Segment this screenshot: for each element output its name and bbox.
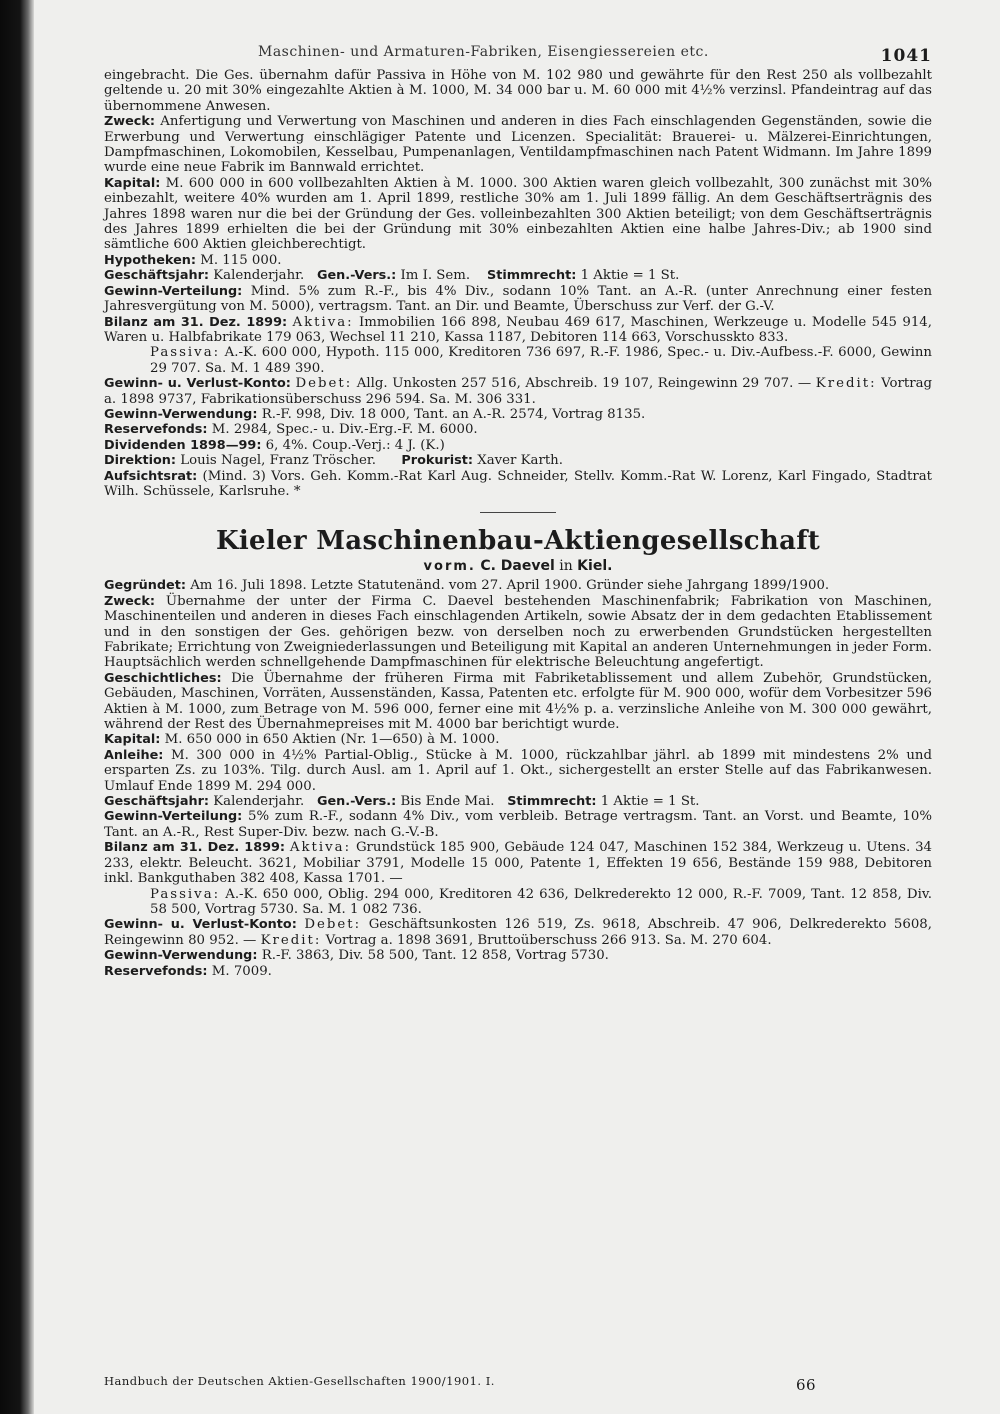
section-divider <box>480 512 556 513</box>
geschaeftsjahr-paragraph: Geschäftsjahr: Kalenderjahr. Gen.-Vers.: Bis Ende Mai. Stimmrecht: 1 Aktie = 1 St. <box>104 794 700 810</box>
field-label: Gen.-Vers.: <box>316 794 397 810</box>
entry-continuation <box>104 68 932 499</box>
field-label: Anleihe: <box>104 747 164 763</box>
kredit-label: Kredit: <box>260 932 322 948</box>
anleihe-paragraph: Anleihe: M. 300 000 in 4½% Partial-Oblig., Stücke à M. 1000, rückzahlbar jährl. ab 1899 mit mindestens 2% und ersparten Zs. zu 103%. Tilg. durch Ausl. am 1. April auf 1. Okt., sichergestellt an erster Stelle auf das Fabrikanwesen. Umlauf Ende 1899 M. 294 000. <box>104 747 932 794</box>
field-label: Gewinn-Verwendung: <box>104 948 258 964</box>
company-title: Kieler Maschinenbau-Aktiengesellschaft <box>215 526 821 557</box>
footer-publication: Handbuch der Deutschen Aktien-Gesellschaften 1900/1901. I. <box>104 1374 495 1388</box>
field-label: Bilanz am 31. Dez. 1899: <box>104 314 288 330</box>
field-label: Gewinn-Verteilung: <box>104 283 243 299</box>
page-footer <box>104 1374 932 1394</box>
gewinnverwendung-paragraph: Gewinn-Verwendung: R.-F. 998, Div. 18 000, Tant. an A.-R. 2574, Vortrag 8135. <box>104 406 646 422</box>
gewinnverwendung-paragraph: Gewinn-Verwendung: R.-F. 3863, Div. 58 500, Tant. 12 858, Vortrag 5730. <box>104 948 609 964</box>
bilanz-paragraph: Bilanz am 31. Dez. 1899: Aktiva: Immobilien 166 898, Neubau 469 617, Maschinen, Werkzeuge u. Modelle 545 914, Waren u. Halbfabrikate 179 063, Wechsel 11 210, Kassa 1187, Debitoren 114 663, Vorschusskto 833. <box>104 314 932 345</box>
field-label: Zweck: <box>104 593 155 609</box>
gewinnverteilung-paragraph: Gewinn-Verteilung: Mind. 5% zum R.-F., bis 4% Div., sodann 10% Tant. an A.-R. (unter Anrechnung einer festen Jahresvergütung von M. 5000), vertragsm. Tant. an Dir. und Beamte, Überschuss zur Verf. der G.-V. <box>104 283 933 315</box>
aufsichtsrat-paragraph: Aufsichtsrat: (Mind. 3) Vors. Geh. Komm.-Rat Karl Aug. Schneider, Stellv. Komm.-Rat W. Lorenz, Karl Fingado, Stadtrat Wilh. Schüssele, Karlsruhe. * <box>104 468 932 499</box>
field-label: Stimmrecht: <box>507 794 597 810</box>
zweck-paragraph: Zweck: Anfertigung und Verwertung von Maschinen und anderen in dies Fach einschlagenden Gegenständen, sowie die Erwerbung und Verwertung einschlägiger Patente und Licenzen. Specialität: Brauerei- u. Mälzerei-Einrichtungen, Dampfmaschinen, Lokomobilen, Kesselbau, Pumpenanlagen, Ventildampfmaschinen nach Patent Widmann. Im Jahre 1899 wurde eine neue Fabrik im Bannwald errichtet. <box>104 114 932 176</box>
field-label: Gewinn-Verteilung: <box>104 809 243 825</box>
kapital-paragraph: Kapital: M. 600 000 in 600 vollbezahlten Aktien à M. 1000. 300 Aktien waren gleich vollbezahlt, 300 zunächst mit 30% einbezahlt, weitere 40% wurden am 1. April 1899, restliche 30% am 1. Juli 1899 fällig. An dem Geschäftserträgnis des Jahres 1898 waren nur die bei der Gründung der Ges. volleinbezahlten 300 Aktien beteiligt; von dem Geschäftserträgnis des Jahres 1899 erhielten die bei der Gründung mit 30% einbezahlten Aktien eine halbe Jahres-Div.; ab 1900 sind sämtliche 600 Aktien gleichberechtigt. <box>104 175 932 253</box>
debet-label: Debet: <box>295 376 353 392</box>
gegruendet-paragraph: Gegründet: Am 16. Juli 1898. Letzte Statutenänd. vom 27. April 1900. Gründer siehe Jahrgang 1899/1900. <box>104 578 830 594</box>
field-label: Gewinn- u. Verlust-Konto: <box>104 376 291 392</box>
field-label: Reservefonds: <box>104 422 208 438</box>
aktiva-label: Aktiva: <box>292 314 354 330</box>
geschichtliches-paragraph: Geschichtliches: Die Übernahme der früheren Firma mit Fabriketablissement und allem Zubehör, Grundstücken, Gebäuden, Maschinen, Vorräten, Aussenständen, Kassa, Patenten etc. erfolgte für M. 900 000, wofür dem Vorbesitzer 596 Aktien à M. 1000, zum Betrage von M. 596 000, ferner eine mit 4½% p. a. verzinsliche Anleihe von M. 300 000 gewährt, während der Rest des Übernahmepreises mit M. 4000 bar berichtigt wurde. <box>104 670 933 733</box>
dividenden-paragraph: Dividenden 1898—99: 6, 4%. Coup.-Verj.: 4 J. (K.) <box>104 437 445 453</box>
hypotheken-paragraph: Hypotheken: M. 115 000. <box>104 252 282 268</box>
field-label: Aufsichtsrat: <box>104 468 198 484</box>
bilanz-paragraph: Bilanz am 31. Dez. 1899: Aktiva: Grundstück 185 900, Gebäude 124 047, Maschinen 152 384, Werkzeug u. Utens. 34 233, elektr. Beleucht. 3621, Mobiliar 3791, Modelle 15 000, Patente 1, Effekten 19 656, Bestände 159 988, Debitoren inkl. Bankguthaben 382 408, Kassa 1701. — <box>104 840 933 887</box>
company-subtitle: vorm. C. Daevel in Kiel. <box>423 558 613 575</box>
passiva-label: Passiva: <box>150 886 221 902</box>
field-label: Stimmrecht: <box>487 268 577 284</box>
company-entry <box>104 578 932 979</box>
field-label: Hypotheken: <box>104 252 196 268</box>
passiva-paragraph: Passiva: A.-K. 600 000, Hypoth. 115 000, Kreditoren 736 697, R.-F. 1986, Spec.- u. Div.-Aufbess.-F. 6000, Gewinn 29 707. Sa. M. 1 489 390. <box>150 345 932 376</box>
running-head-title: Maschinen- und Armaturen-Fabriken, Eisengiessereien etc. <box>258 44 709 60</box>
debet-label: Debet: <box>304 917 362 933</box>
reservefonds-paragraph: Reservefonds: M. 7009. <box>104 963 272 979</box>
field-label: Geschichtliches: <box>104 670 222 686</box>
field-label: Gewinn- u. Verlust-Konto: <box>104 917 297 933</box>
running-head <box>104 36 932 68</box>
footer-page-number: 66 <box>796 1376 817 1394</box>
field-label: Zweck: <box>104 114 155 130</box>
book-binding-edge <box>0 0 34 1414</box>
field-label: Geschäftsjahr: <box>104 268 209 284</box>
passiva-label: Passiva: <box>150 345 221 361</box>
intro-paragraph: eingebracht. Die Ges. übernahm dafür Passiva in Höhe von M. 102 980 und gewährte für den Rest 250 als vollbezahlt geltende u. 20 mit 30% eingezahlte Aktien à M. 1000, M. 34 000 bar u. M. 60 000 mit 4½% verzinsl. Pfandeintrag auf das übernommene Anwesen. <box>104 68 932 114</box>
reservefonds-paragraph: Reservefonds: M. 2984, Spec.- u. Div.-Erg.-F. M. 6000. <box>104 422 478 438</box>
gewinnverteilung-paragraph: Gewinn-Verteilung: 5% zum R.-F., sodann 4% Div., vom verbleib. Betrage vertragsm. Tant. an Vorst. und Beamte, 10% Tant. an A.-R., Rest Super-Div. bezw. nach G.-V.-B. <box>104 809 933 840</box>
geschaeftsjahr-paragraph: Geschäftsjahr: Kalenderjahr. Gen.-Vers.: Im I. Sem. Stimmrecht: 1 Aktie = 1 St. <box>104 268 680 284</box>
field-label: Bilanz am 31. Dez. 1899: <box>104 840 286 856</box>
zweck-paragraph: Zweck: Übernahme der unter der Firma C. Daevel bestehenden Maschinenfabrik; Fabrikation von Maschinen, Maschinenteilen und anderen in dieses Fach einschlagenden Artikeln, sowie Absatz der in dem gedachten Etablissement und in den sonstigen der Ges. gehörigen bezw. von derselben noch zu erwerbenden Grundstücken hergestellten Fabrikate; Errichtung von Zweigniederlassungen und Beteiligung mit Kapital an anderen Unternehmungen in jeder Form. Hauptsächlich werden schnellgehende Dampfmaschinen für elektrische Beleuchtung angefertigt. <box>104 593 932 671</box>
aktiva-label: Aktiva: <box>289 840 352 856</box>
guv-paragraph: Gewinn- u. Verlust-Konto: Debet: Allg. Unkosten 257 516, Abschreib. 19 107, Reingewinn 29 707. — Kredit: Vortrag a. 1898 9737, Fabrikationsüberschuss 296 594. Sa. M. 306 331. <box>104 376 933 407</box>
field-label: Kapital: <box>104 175 161 191</box>
direktion-paragraph: Direktion: Louis Nagel, Franz Tröscher. Prokurist: Xaver Karth. <box>104 453 563 469</box>
field-label: Gewinn-Verwendung: <box>104 406 258 422</box>
kredit-label: Kredit: <box>815 376 877 392</box>
field-label: Geschäftsjahr: <box>104 794 209 810</box>
passiva-paragraph: Passiva: A.-K. 650 000, Oblig. 294 000, Kreditoren 42 636, Delkrederekto 12 000, R.-F. 7009, Tant. 12 858, Div. 58 500, Vortrag 5730. Sa. M. 1 082 736. <box>150 886 932 917</box>
field-label: Dividenden 1898—99: <box>104 437 262 453</box>
page-number: 1041 <box>880 46 932 66</box>
field-label: Reservefonds: <box>104 963 208 979</box>
field-label: Prokurist: <box>401 453 474 469</box>
guv-paragraph: Gewinn- u. Verlust-Konto: Debet: Geschäftsunkosten 126 519, Zs. 9618, Abschreib. 47 906, Delkrederekto 5608, Reingewinn 80 952. — Kredit: Vortrag a. 1898 3691, Bruttoüberschuss 266 913. Sa. M. 270 604. <box>104 917 932 948</box>
field-label: Gen.-Vers.: <box>316 268 397 284</box>
field-label: Gegründet: <box>104 578 186 594</box>
field-label: Kapital: <box>104 732 161 748</box>
document-page <box>104 36 932 979</box>
field-label: Direktion: <box>104 453 177 469</box>
kapital-paragraph: Kapital: M. 650 000 in 650 Aktien (Nr. 1—650) à M. 1000. <box>104 732 500 748</box>
